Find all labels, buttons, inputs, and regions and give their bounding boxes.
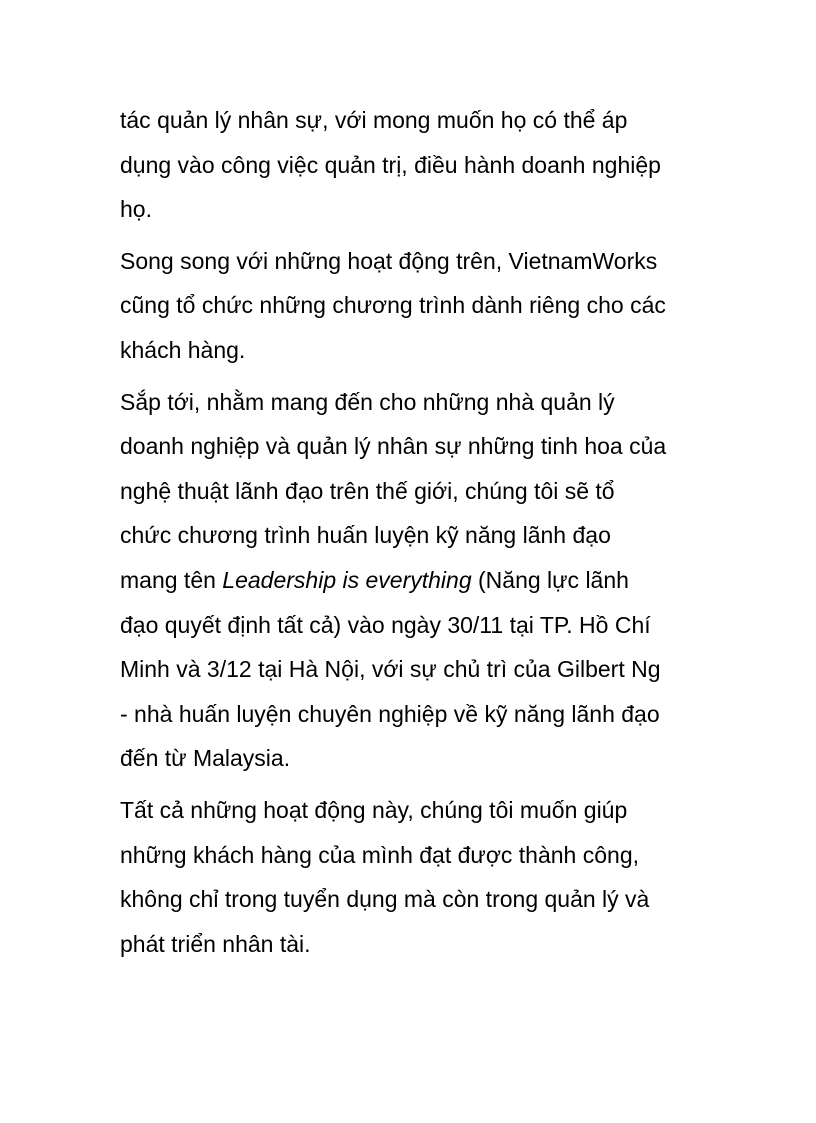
text-line: nghệ thuật lãnh đạo trên thế giới, chúng tôi sẽ tổ	[120, 477, 615, 504]
text-line: Tất cả những hoạt động này, chúng tôi muốn giúp	[120, 796, 628, 823]
text-line: đạo quyết định tất cả) vào ngày 30/11 tại TP. Hồ Chí	[120, 611, 651, 638]
paragraph-leadership-program	[120, 380, 700, 781]
text-line: Song song với những hoạt động trên, VietnamWorks	[120, 247, 658, 274]
text-line: doanh nghiệp và quản lý nhân sự những tinh hoa của	[120, 433, 667, 460]
text-line: Minh và 3/12 tại Hà Nội, với sự chủ trì của Gilbert Ng	[120, 656, 661, 683]
text-line: họ.	[120, 196, 152, 223]
program-title-line	[120, 558, 700, 603]
text-line: chức chương trình huấn luyện kỹ năng lãnh đạo	[120, 522, 611, 549]
paragraph-intro-continuation	[120, 98, 700, 232]
text-line: không chỉ trong tuyển dụng mà còn trong quản lý và	[120, 886, 650, 913]
text-line: cũng tổ chức những chương trình dành riêng cho các	[120, 292, 666, 319]
text-line: dụng vào công việc quản trị, điều hành doanh nghiệp	[120, 151, 661, 178]
text-line: đến từ Malaysia.	[120, 745, 291, 772]
text-run: mang tên	[120, 566, 223, 593]
text-line: khách hàng.	[120, 336, 246, 363]
text-line: Sắp tới, nhằm mang đến cho những nhà quản lý	[120, 388, 615, 415]
text-line: - nhà huấn luyện chuyên nghiệp về kỹ năng lãnh đạo	[120, 700, 660, 727]
program-title: Leadership is everything	[222, 566, 472, 593]
text-line: tác quản lý nhân sự, với mong muốn họ có thể áp	[120, 107, 628, 133]
document-body	[120, 98, 700, 973]
text-line: phát triển nhân tài.	[120, 930, 311, 957]
text-run: (Năng lực lãnh	[471, 566, 629, 593]
text-line: những khách hàng của mình đạt được thành công,	[120, 841, 640, 868]
paragraph-customer-programs	[120, 239, 700, 373]
paragraph-conclusion	[120, 788, 700, 966]
